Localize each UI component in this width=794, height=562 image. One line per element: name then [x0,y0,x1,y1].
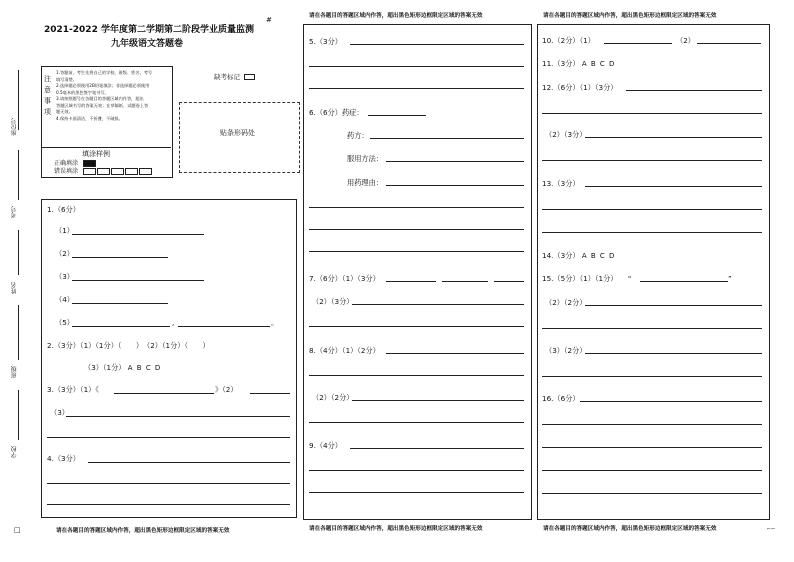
notes-divider [41,147,171,148]
q7-1a-line[interactable] [386,281,436,282]
q5-label: 5.（3分） [309,37,342,46]
q6-reason-line-2[interactable] [309,207,524,208]
q7-2-line-1[interactable] [352,304,524,305]
q1-5a-answer-line[interactable] [72,326,170,327]
q13-line-1[interactable] [585,186,762,187]
q2-label: 2.（3分）（1）（1分）（ ） （2）（1分）（ ） [47,341,210,350]
q1-1-label: （1） [55,226,74,235]
q8-2-label: （2）（2分） [312,393,354,402]
q1-label: 1.（6分） [47,205,80,214]
warning-col2-bottom: 请在各题目的答题区域内作答，超出黑色矩形边框限定区域的答案无效 [309,526,483,532]
q16-line-2[interactable] [542,424,762,425]
q9-label: 9.（4分） [309,441,342,450]
q6-usage-line[interactable] [386,161,524,162]
q6-prescription-label: 药方： [347,131,369,140]
q1-5-comma: , [172,318,175,327]
q1-4-label: （4） [55,295,74,304]
slash-box-icon [125,168,138,175]
barcode-label: 贴条形码处 [220,129,255,137]
q6-usage-label: 服用方法： [347,154,383,163]
q15-3-line-2[interactable] [542,376,762,377]
class-label: 班级 [11,366,18,378]
answer-box-10-16 [537,24,770,520]
q12-2-label: （2）（3分） [545,130,587,139]
q1-2-label: （2） [55,249,74,258]
q6-symptom-line[interactable] [368,115,426,116]
q4-answer-line-2[interactable] [47,483,290,484]
q5-answer-line-3[interactable] [309,88,524,89]
warning-col2-top: 请在各题目的答题区域内作答，超出黑色矩形边框限定区域的答案无效 [309,13,483,19]
exam-no-label: 考号 [11,206,18,218]
page-corner-mark: □ [14,526,21,534]
warning-col3-top: 请在各题目的答题区域内作答，超出黑色矩形边框限定区域的答案无效 [543,13,717,19]
q12-1-line-1[interactable] [626,90,762,91]
q15-label: 15.（5分）（1）（1分） “ [542,274,632,283]
q15-2-line-1[interactable] [585,305,762,306]
q1-3-answer-line[interactable] [72,280,204,281]
q7-1c-line[interactable] [494,281,524,282]
q12-label: 12.（6分）（1）（3分） [542,83,618,92]
q8-label: 8.（4分）（1）（2分） [309,346,380,355]
q1-2-answer-line[interactable] [72,257,168,258]
q10-2-line[interactable] [697,43,761,44]
notes-heading: 注 意 事 项 [44,75,51,116]
q4-answer-line-3[interactable] [47,504,290,505]
q10-1-line[interactable] [604,43,672,44]
fill-example-correct: 正确填涂 [54,158,97,167]
q3-1-answer-line[interactable] [114,393,214,394]
seat-label: 座位号 [11,118,18,136]
q15-2-line-2[interactable] [542,328,762,329]
notes-text: 1.答题前，考生先将自己的学校、班级、姓名、考号 填写清楚。 2.选择题必须使用2B铅笔填涂；非选择题必须使用 0.5毫米的黑色签字笔书写。 3.请按照题号在各题目的答题区域内作答，超出 答题区域书写的答案无效；在草稿纸、试题卷上答 题无效。 4.保持卡面清洁，不折叠，不破损。 [56,70,153,121]
q8-2-line-2[interactable] [309,422,524,423]
binding-line [18,150,19,200]
q11-label: 11.（3分） A B C D [542,59,616,68]
q9-line-1[interactable] [350,448,524,449]
q15-3-line-1[interactable] [585,353,762,354]
absent-label: 缺考标记 [214,72,256,81]
q1-4-answer-line[interactable] [72,303,168,304]
q16-line-4[interactable] [542,470,762,471]
q7-2-line-2[interactable] [309,326,524,327]
binding-line [18,390,19,440]
q6-label: 6.（6分）药症： [309,108,364,117]
choice-abcd-icon: A B C D [581,252,616,260]
binding-line [18,305,19,360]
q13-line-3[interactable] [542,232,762,233]
q5-answer-line-1[interactable] [350,44,524,45]
warning-col3-bottom: 请在各题目的答题区域内作答，超出黑色矩形边框限定区域的答案无效 [543,526,717,532]
name-label: 姓名 [11,282,18,294]
q7-label: 7.（6分）（1）（3分） [309,274,380,283]
q1-3-label: （3） [55,272,74,281]
binding-line [18,230,19,275]
fill-example-title: 填涂样例 [82,150,110,158]
q3-label: 3.（3分）（1）《 [47,385,99,394]
q16-label: 16.（6分） [542,394,580,403]
page-title: 2021-2022 学年度第二学期第二阶段学业质量监测 [44,25,254,35]
q8-1-line-1[interactable] [386,353,524,354]
q7-1b-line[interactable] [442,281,488,282]
q3-3-label: （3） [50,408,69,417]
check-box-icon [83,168,96,175]
q12-2-line-1[interactable] [585,137,762,138]
absent-checkbox[interactable] [244,74,255,80]
q5-answer-line-2[interactable] [309,66,524,67]
q3-2-answer-line[interactable] [250,393,290,394]
q16-line-1[interactable] [580,401,762,402]
hash-mark: # [266,16,272,24]
q14-label: 14.（3分） A B C D [542,251,616,260]
q2-3-label: （3）（1分） A B C D [84,363,162,372]
q16-line-3[interactable] [542,447,762,448]
q13-line-2[interactable] [542,209,762,210]
q16-line-5[interactable] [542,493,762,494]
q1-5-label: （5） [55,318,74,327]
q7-2-label: （2）（3分） [312,297,354,306]
q6-reason-line-1[interactable] [386,185,524,186]
q12-2-line-2[interactable] [542,160,762,161]
q1-1-answer-line[interactable] [72,234,204,235]
half-box-icon [139,168,152,175]
dot-box-icon [111,168,124,175]
q9-line-2[interactable] [309,470,524,471]
q1-5b-answer-line[interactable] [178,326,270,327]
q8-1-line-2[interactable] [309,375,524,376]
q3-3-answer-line[interactable] [66,416,290,417]
fill-example-wrong: 错误填涂 [54,166,153,175]
page-subtitle: 九年级语文答题卷 [111,39,184,49]
choice-abcd-icon: A B C D [127,364,162,372]
q1-5-period: 。 [271,318,279,327]
choice-abcd-icon: A B C D [581,60,616,68]
q15-3-label: （3）（2分） [545,346,587,355]
cross-box-icon [97,168,110,175]
page-corner-mark-right: ⌐⌐ [767,526,776,532]
q4-label: 4.（3分） [47,454,80,463]
q3-close: 》（2） [215,385,238,394]
school-label: 学校 [11,446,18,458]
q8-2-line-1[interactable] [352,400,524,401]
q13-label: 13.（3分） [542,179,580,188]
q9-line-3[interactable] [309,492,524,493]
q15-1-line[interactable] [640,281,728,282]
q6-prescription-line[interactable] [370,138,524,139]
q10-2-label: （2） [676,36,695,45]
q15-quote-close: ” [728,274,732,283]
warning-col1: 请在各题目的答题区域内作答，超出黑色矩形边框限定区域的答案无效 [56,528,230,534]
q10-label: 10.（2分）（1） [542,36,595,45]
answer-box-1-5 [41,199,297,518]
q6-reason-line-4[interactable] [309,251,524,252]
q4-answer-line-1[interactable] [88,462,290,463]
q12-1-line-2[interactable] [542,113,762,114]
q6-reason-line-3[interactable] [309,229,524,230]
q3-3-answer-line-2[interactable] [47,437,290,438]
q15-2-label: （2）（2分） [545,298,587,307]
q6-reason-label: 用药理由： [347,178,383,187]
